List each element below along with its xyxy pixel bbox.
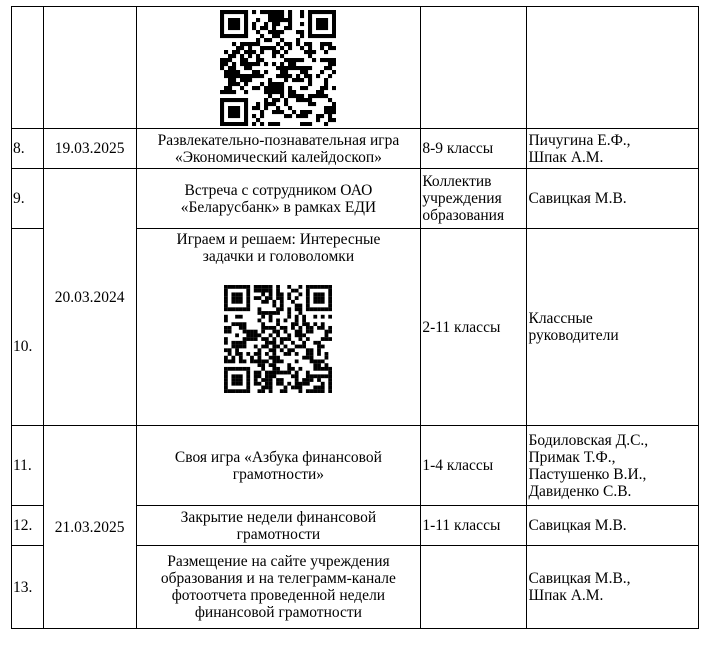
- participants: Коллектив учреждения образования: [421, 169, 527, 229]
- responsible: Пичугина Е.Ф., Шпак А.М.: [527, 129, 699, 169]
- responsible: Классные руководители: [527, 229, 699, 426]
- event-title: Своя игра «Азбука финансовой грамотности»: [136, 426, 421, 506]
- responsible: Бодиловская Д.С., Примак Т.Ф., Пастушенко В.И., Давиденко С.В.: [527, 426, 699, 506]
- table-row: [12, 7, 699, 129]
- table-row: [12, 129, 699, 169]
- responsible: Савицкая М.В.: [527, 506, 699, 546]
- row-number: 13.: [12, 546, 44, 629]
- responsible: Савицкая М.В.: [527, 169, 699, 229]
- event-title: Размещение на сайте учреждения образования и на телеграмм-канале фотоотчета проведенной недели финансовой грамотности: [136, 546, 421, 629]
- participants: [421, 546, 527, 629]
- row-number: 12.: [12, 506, 44, 546]
- event-date: 20.03.2024: [43, 169, 136, 426]
- event-title: Развлекательно-познавательная игра «Экономический калейдоскоп»: [136, 129, 421, 169]
- participants: 2-11 классы: [421, 229, 527, 426]
- participants: 8-9 классы: [421, 129, 527, 169]
- qr-code-icon: [224, 285, 332, 393]
- event-title: Закрытие недели финансовой грамотности: [136, 506, 421, 546]
- table-row: [12, 426, 699, 506]
- row-number: 9.: [12, 169, 44, 229]
- event-title: Встреча с сотрудником ОАО «Беларусбанк» в рамках ЕДИ: [136, 169, 421, 229]
- participants: 1-11 классы: [421, 506, 527, 546]
- row-number: 10.: [12, 229, 44, 426]
- event-date: 19.03.2025: [43, 129, 136, 169]
- event-title: Играем и решаем: Интересные задачки и головоломки: [136, 229, 421, 426]
- table-row: [12, 169, 699, 229]
- event-date: 21.03.2025: [43, 426, 136, 629]
- events-table: [11, 6, 699, 629]
- participants: 1-4 классы: [421, 426, 527, 506]
- qr-code-icon: [220, 10, 336, 126]
- responsible: Савицкая М.В., Шпак А.М.: [527, 546, 699, 629]
- row-number: 11.: [12, 426, 44, 506]
- row-number: 8.: [12, 129, 44, 169]
